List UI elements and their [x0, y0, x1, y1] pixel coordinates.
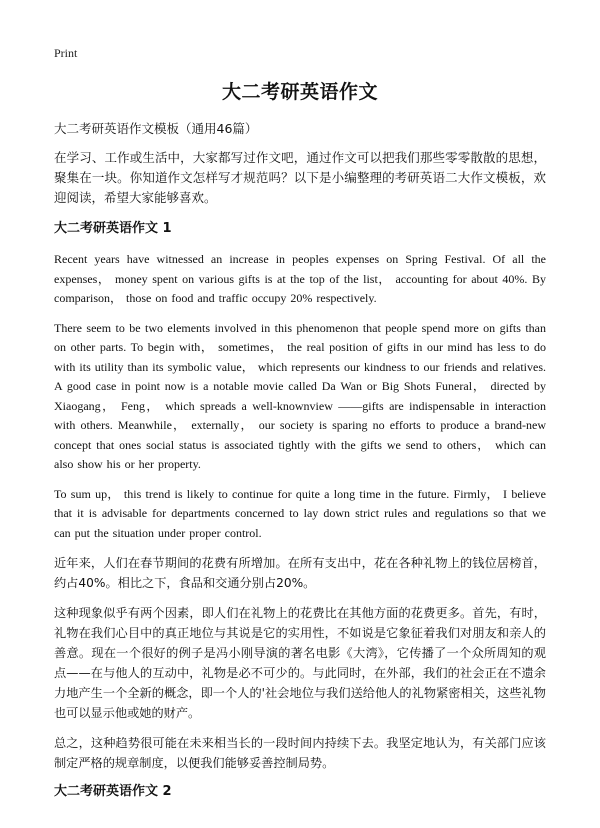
section-heading-1: 大二考研英语作文 1 — [54, 221, 172, 236]
chinese-paragraph: 这种现象似乎有两个因素，即人们在礼物上的花费比在其他方面的花费更多。首先，有时，礼物在我们心目中的真正地位与其说是它的实用性，不如说是它象征着我们对朋友和亲人的善意。现在一个很好的例子是冯小刚导演的著名电影《大湾》，它传播了一个众所周知的观点——在与他人的互动中，礼物是必不可少的。与此同时，在外部，我们的社会正在不遗余力地产生一个全新的概念，即一个人的'社会地位与我们送给他人的礼物紧密相关，这些礼物也可以显示他或她的财产。 — [54, 606, 546, 720]
english-paragraph: To sum up， this trend is likely to continue for quite a long time in the future. Firmly， I believe that it is advisable for departments concerned to lay down strict rules and regulations so that we can put the situation under proper control. — [54, 486, 546, 540]
print-label[interactable]: Print — [54, 46, 78, 60]
chinese-paragraph: 总之，这种趋势很可能在未来相当长的一段时间内持续下去。我坚定地认为，有关部门应该制定严格的规章制度，以便我们能够妥善控制局势。 — [54, 736, 546, 770]
section-heading-2: 大二考研英语作文 2 — [54, 784, 172, 799]
document-subtitle: 大二考研英语作文模板（通用46篇） — [54, 121, 258, 136]
page-title: 大二考研英语作文 — [221, 81, 378, 103]
chinese-paragraph: 近年来，人们在春节期间的花费有所增加。在所有支出中，花在各种礼物上的钱位居榜首，约占40%。相比之下，食品和交通分别占20%。 — [54, 556, 546, 590]
english-paragraph: Recent years have witnessed an increase in peoples expenses on Spring Festival. Of all the expenses， money spent on various gifts is at the top of the list， accounting for about 40%. By comparison， those on food and traffic occupy 20% respectively. — [54, 252, 546, 305]
intro-paragraph: 在学习、工作或生活中，大家都写过作文吧，通过作文可以把我们那些零零散散的思想，聚集在一块。你知道作文怎样写才规范吗？以下是小编整理的考研英语二大作文模板，欢迎阅读，希望大家能够喜欢。 — [54, 150, 546, 205]
english-paragraph: There seem to be two elements involved in this phenomenon that people spend more on gifts than on other parts. To begin with， sometimes， the real position of gifts in our mind has less to do with its utility than its symbolic value， which represents our kindness to our friends and relatives. A good case in point now is a notable movie called Da Wan or Big Shots Funeral， directed by Xiaogang， Feng， which spreads a well-knownview ——gifts are indispensable in interaction with others. Meanwhile， externally， our society is sparing no efforts to produce a brand-new concept that ones social status is associated tightly with the gifts we send to others， which can also show his or her property. — [54, 320, 546, 471]
